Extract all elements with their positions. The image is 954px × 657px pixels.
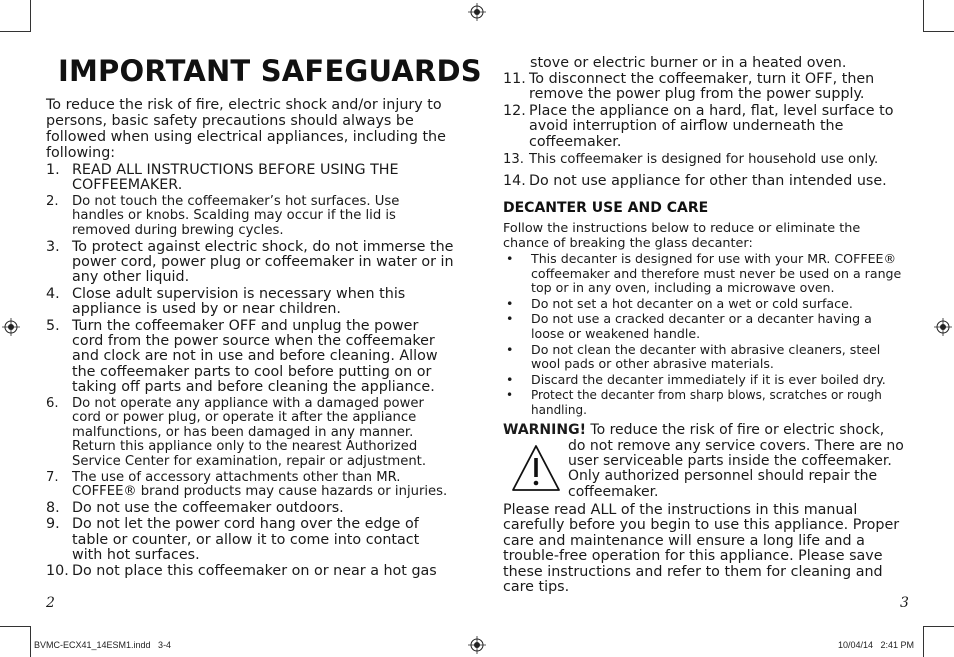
crop-mark (30, 0, 31, 32)
item-text: Do not clean the decanter with abrasive cleaners, steel wool pads or other abrasive materials. (531, 341, 881, 372)
item-text: Protect the decanter from sharp blows, scratches or rough handling. (531, 388, 882, 417)
crop-mark (923, 0, 924, 32)
item-number: 10. (46, 563, 69, 580)
item-number: 4. (46, 285, 60, 302)
list-item (503, 252, 908, 296)
item-number: 3. (46, 238, 60, 255)
registration-mark-icon (468, 3, 486, 21)
item-number: 2. (46, 193, 59, 209)
item-number: 11. (503, 71, 526, 87)
item-text: READ ALL INSTRUCTIONS BEFORE USING THE COFFEEMAKER. (72, 162, 399, 194)
list-item (503, 153, 908, 168)
item-number: 14. (503, 172, 526, 189)
item-text: Do not touch the coffeemaker’s hot surfaces. Use handles or knobs. Scalding may occur if the lid is removed during brewing cycles. (72, 193, 400, 238)
crop-mark (924, 31, 954, 32)
registration-mark-icon (2, 318, 20, 336)
item-number: 8. (46, 499, 60, 516)
decanter-intro: Follow the instructions below to reduce or eliminate the chance of breaking the glass decanter: (503, 221, 861, 251)
list-item (503, 104, 908, 150)
warning-body: do not remove any service covers. There are no user serviceable parts inside the coffeemaker. Only authorized personnel should repair the coffeemaker. (568, 438, 904, 500)
item-number: 5. (46, 317, 60, 334)
list-item (46, 517, 454, 563)
item-text: Do not let the power cord hang over the edge of table or counter, or allow it to come into contact with hot surfaces. (72, 516, 420, 564)
bullet: • (506, 311, 514, 327)
bullet: • (506, 341, 514, 357)
safeguards-list-continued (503, 72, 908, 190)
item-text: Place the appliance on a hard, flat, level surface to avoid interruption of airflow underneath the coffeemaker. (529, 102, 894, 150)
continued-text: stove or electric burner or in a heated oven. (530, 55, 847, 71)
item-number: 13. (503, 152, 524, 168)
list-item (503, 388, 908, 417)
item-text: To protect against electric shock, do not immerse the power cord, power plug or coffeemaker in water or in any other liquid. (72, 238, 454, 286)
list-item (46, 319, 454, 396)
item-number: 9. (46, 516, 60, 533)
item-number: 6. (46, 395, 59, 411)
closing-paragraph: Please read ALL of the instructions in this manual carefully before you begin to use this appliance. Proper care and maintenance will ensure a long life and a trouble-free operation for this appliance. Please save these instructions and refer to them for cleaning and care tips. (503, 502, 900, 596)
page-title: IMPORTANT SAFEGUARDS (58, 54, 482, 88)
list-item (46, 163, 454, 194)
intro-paragraph: To reduce the risk of fire, electric shock and/or injury to persons, basic safety precautions should always be followed when using electrical appliances, including the following: (46, 97, 446, 161)
warning-triangle-icon (510, 443, 562, 493)
list-item (46, 501, 454, 516)
crop-mark (0, 31, 30, 32)
crop-mark (923, 626, 924, 657)
item-text: Do not use a cracked decanter or a decanter having a loose or weakened handle. (531, 311, 872, 341)
page-number-right: 3 (900, 595, 909, 611)
item-number: 12. (503, 102, 526, 119)
slug-filename: BVMC-ECX41_14ESM1.indd 3-4 (34, 640, 172, 650)
decanter-list (503, 252, 908, 419)
bullet: • (506, 295, 514, 311)
registration-mark-icon (934, 318, 952, 336)
warning-lead: To reduce the risk of fire or electric shock, (590, 422, 885, 438)
item-text: Do not use appliance for other than intended use. (529, 172, 887, 189)
bullet: • (506, 251, 514, 266)
item-text: Do not use the coffeemaker outdoors. (72, 499, 344, 516)
list-item (46, 471, 454, 500)
slug-timestamp: 10/04/14 2:41 PM (838, 640, 915, 650)
warning-label: WARNING! (503, 422, 586, 438)
item-text: Turn the coffeemaker OFF and unplug the power cord from the power source when the coffeemaker and clock are not in use and before cleaning. Allow the coffeemaker parts to cool before putting on or taking off parts and before cleaning the appliance. (72, 317, 438, 396)
item-text: The use of accessory attachments other than MR. COFFEE® brand products may cause hazards or injuries. (72, 469, 448, 500)
bullet: • (506, 388, 514, 403)
list-item (503, 343, 908, 372)
warning-line (503, 423, 911, 438)
crop-mark (0, 626, 30, 627)
list-item (503, 72, 908, 103)
list-item (46, 397, 454, 470)
item-text: Do not place this coffeemaker on or near a hot gas (72, 563, 437, 580)
crop-mark (924, 626, 954, 627)
list-item (503, 312, 908, 341)
registration-mark-icon (468, 636, 486, 654)
item-text: Discard the decanter immediately if it is ever boiled dry. (531, 371, 886, 387)
crop-mark (30, 626, 31, 657)
list-item (503, 297, 908, 312)
list-item (503, 174, 908, 189)
safeguards-list (46, 163, 454, 581)
section-heading: DECANTER USE AND CARE (503, 200, 709, 216)
list-item (46, 240, 454, 286)
list-item (46, 287, 454, 318)
item-text: To disconnect the coffeemaker, turn it OFF, then remove the power plug from the power supply. (529, 71, 875, 103)
list-item (503, 373, 908, 388)
item-text: Close adult supervision is necessary when this appliance is used by or near children. (72, 285, 406, 318)
item-text: This decanter is designed for use with your MR. COFFEE® coffeemaker and therefore must never be used on a range top or in any oven, including a microwave oven. (531, 251, 902, 296)
item-text: Do not set a hot decanter on a wet or cold surface. (531, 295, 853, 311)
item-number: 7. (46, 469, 59, 485)
item-text: Do not operate any appliance with a damaged power cord or power plug, or operate it after the appliance malfunctions, or has been damaged in any manner. Return this appliance only to the nearest Authorized Service Center for examination, repair or adjustment. (72, 395, 427, 470)
list-item (46, 195, 454, 239)
list-item (46, 564, 454, 579)
bullet: • (506, 371, 514, 387)
page-number-left: 2 (46, 595, 55, 611)
item-number: 1. (46, 162, 60, 178)
item-text: This coffeemaker is designed for household use only. (529, 152, 879, 168)
